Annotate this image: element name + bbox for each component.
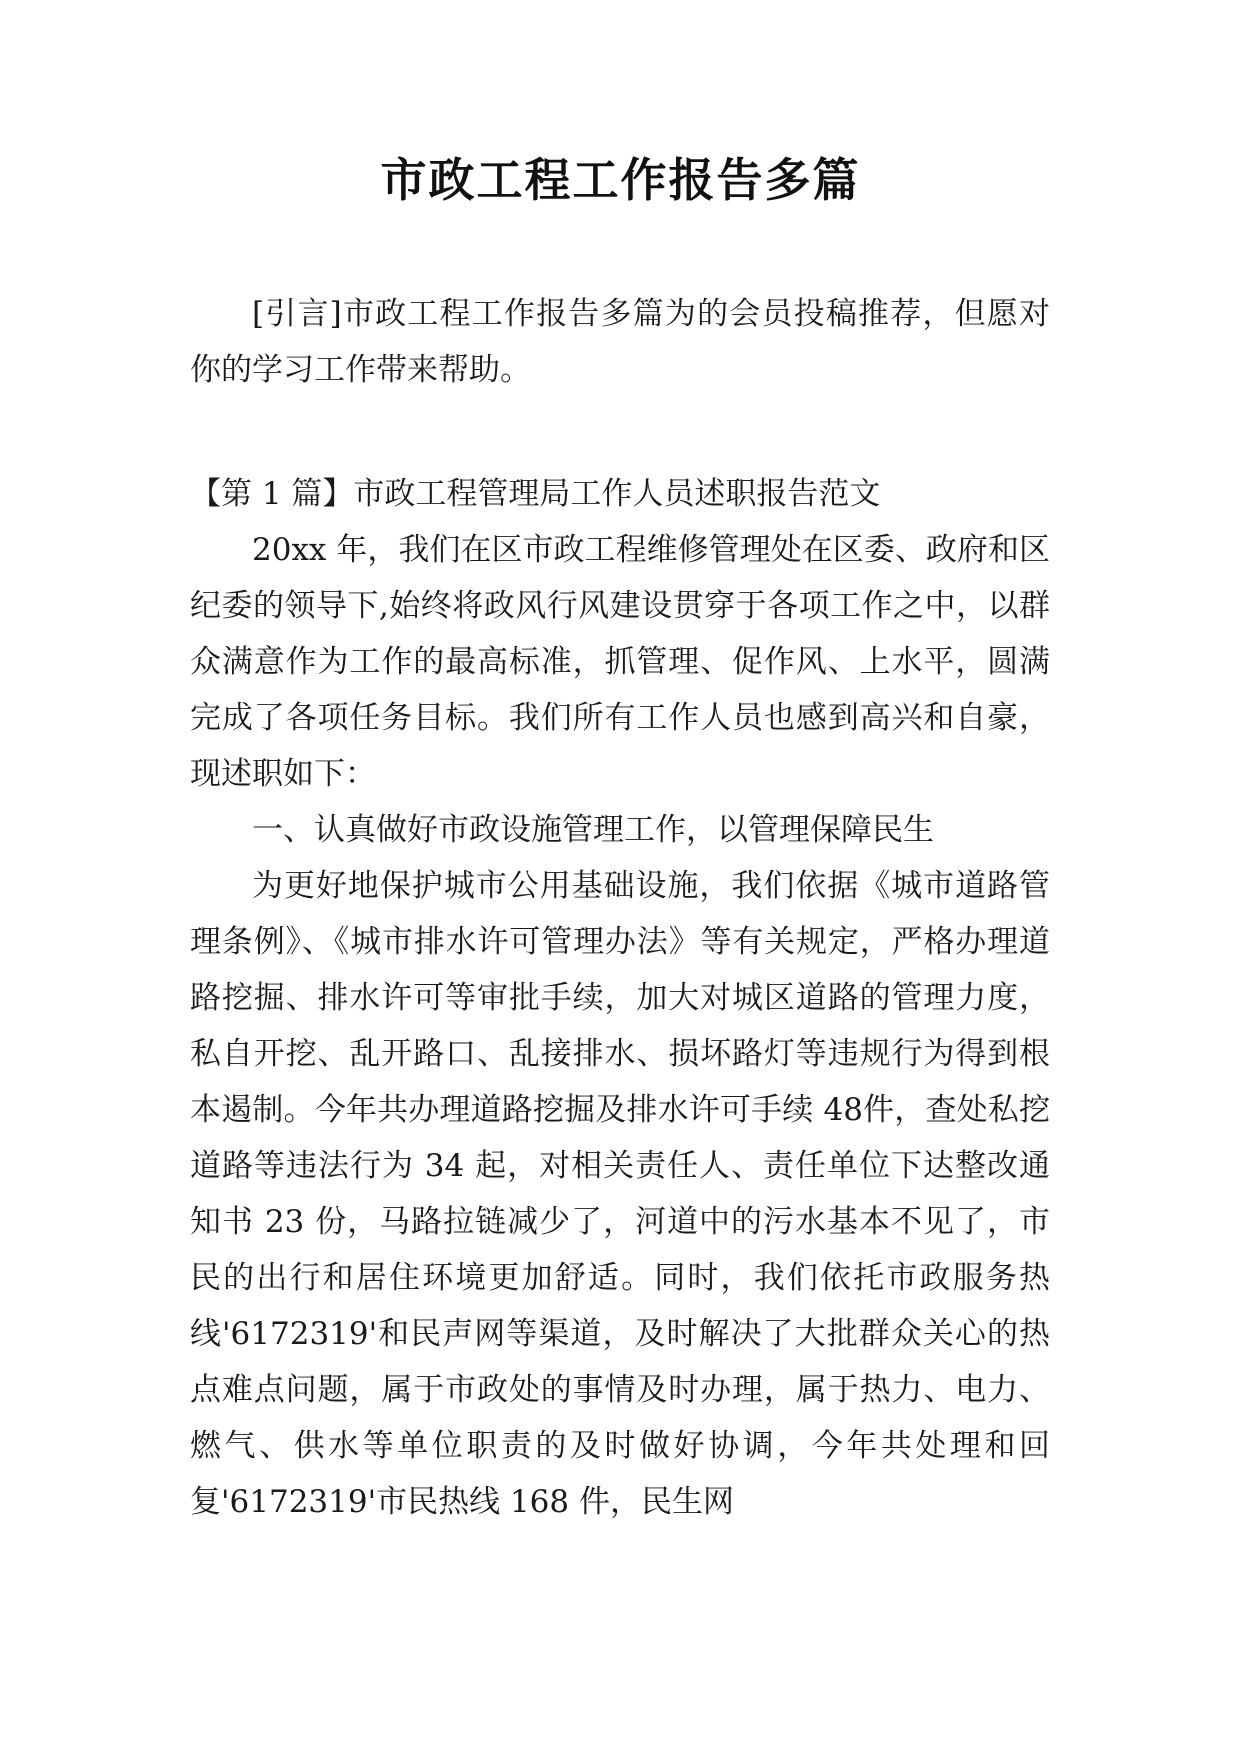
intro-block (190, 286, 1050, 398)
document-title: 市政工程工作报告多篇 (380, 153, 861, 207)
body-paragraph-1: 20xx 年，我们在区市政工程维修管理处在区委、政府和区纪委的领导下,始终将政风行风建设贯穿于各项工作之中，以群众满意作为工作的最高标准，抓管理、促作风、上水平，圆满完成了各项任务目标。我们所有工作人员也感到高兴和自豪，现述职如下： (190, 532, 1050, 792)
subheading-1: 一、认真做好市政设施管理工作，以管理保障民生 (252, 812, 934, 848)
body-block (190, 466, 1050, 1530)
intro-paragraph: [引言]市政工程工作报告多篇为的会员投稿推荐，但愿对你的学习工作带来帮助。 (190, 296, 1050, 388)
body-paragraph-2: 为更好地保护城市公用基础设施，我们依据《城市道路管理条例》、《城市排水许可管理办法》等有关规定，严格办理道路挖掘、排水许可等审批手续，加大对城区道路的管理力度，私自开挖、乱开路口、乱接排水、损坏路灯等违规行为得到根本遏制。今年共办理道路挖掘及排水许可手续 48件，查处私挖道路等违法行为 34 起，对相关责任人、责任单位下达整改通知书 23 份，马路拉链减少了，河道中的污水基本不见了，市民的出行和居住环境更加舒适。同时，我们依托市政服务热线'6172319'和民声网等渠道，及时解决了大批群众关心的热点难点问题，属于市政处的事情及时办理，属于热力、电力、燃气、供水等单位职责的及时做好协调，今年共处理和回复'6172319'市民热线 168 件，民生网 (190, 868, 1050, 1520)
section-heading: 【第 1 篇】市政工程管理局工作人员述职报告范文 (190, 476, 881, 512)
